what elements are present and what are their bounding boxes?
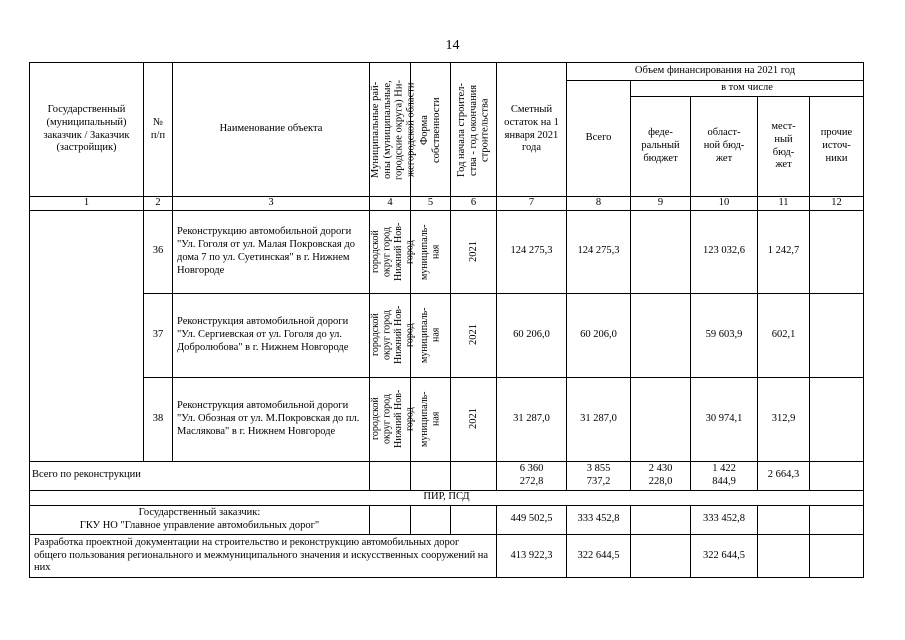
table-row bbox=[30, 293, 864, 377]
header-federal: феде- ральный бюджет bbox=[631, 97, 691, 197]
total-balance: 6 360 272,8 bbox=[497, 461, 567, 490]
header-num: № п/п bbox=[144, 63, 173, 197]
empty-cell bbox=[451, 505, 497, 534]
empty-cell bbox=[370, 505, 411, 534]
financing-table bbox=[29, 62, 864, 578]
row-year: 2021 bbox=[451, 210, 497, 293]
empty-cell bbox=[631, 534, 691, 577]
customer-balance: 449 502,5 bbox=[497, 505, 567, 534]
header-other: прочие источ- ники bbox=[810, 97, 864, 197]
header-balance: Сметный остаток на 1 января 2021 года bbox=[497, 63, 567, 197]
row-other bbox=[810, 210, 864, 293]
column-number: 12 bbox=[810, 197, 864, 211]
row-num: 38 bbox=[144, 377, 173, 461]
row-local: 602,1 bbox=[758, 293, 810, 377]
empty-cell bbox=[411, 505, 451, 534]
empty-cell bbox=[810, 505, 864, 534]
object-name: Реконструкция автомобильной дороги "Ул. Сергиевская от ул. Гоголя до ул. Добролюбова" в г. Нижнем Новгороде bbox=[173, 293, 370, 377]
reconstruction-total-label: Всего по реконструкции bbox=[30, 461, 370, 490]
column-number: 2 bbox=[144, 197, 173, 211]
table-row bbox=[30, 210, 864, 293]
row-num: 37 bbox=[144, 293, 173, 377]
empty-cell bbox=[758, 534, 810, 577]
header-funding-group: Объем финансирования на 2021 год bbox=[567, 63, 864, 81]
header-object-name: Наименование объекта bbox=[173, 63, 370, 197]
column-number: 7 bbox=[497, 197, 567, 211]
column-number: 1 bbox=[30, 197, 144, 211]
column-number: 10 bbox=[691, 197, 758, 211]
row-other bbox=[810, 293, 864, 377]
object-name: Реконструкцию автомобильной дороги "Ул. Гоголя от ул. Малая Покровская до дома 7 по ул. Суетинская" в г. Нижнем Новгороде bbox=[173, 210, 370, 293]
empty-cell bbox=[411, 461, 451, 490]
total-regional: 1 422 844,9 bbox=[691, 461, 758, 490]
total-federal: 2 430 228,0 bbox=[631, 461, 691, 490]
total-total: 3 855 737,2 bbox=[567, 461, 631, 490]
header-regional: област- ной бюд- жет bbox=[691, 97, 758, 197]
header-local: мест- ный бюд- жет bbox=[758, 97, 810, 197]
design-regional: 322 644,5 bbox=[691, 534, 758, 577]
row-ownership: муниципаль- ная bbox=[411, 210, 451, 293]
empty-cell bbox=[451, 461, 497, 490]
row-regional: 123 032,6 bbox=[691, 210, 758, 293]
row-ownership: муниципаль- ная bbox=[411, 377, 451, 461]
page-number: 14 bbox=[445, 38, 460, 53]
column-number: 5 bbox=[411, 197, 451, 211]
row-balance: 60 206,0 bbox=[497, 293, 567, 377]
empty-cell bbox=[631, 505, 691, 534]
column-number: 3 bbox=[173, 197, 370, 211]
header-row-1 bbox=[30, 63, 864, 81]
column-number: 6 bbox=[451, 197, 497, 211]
total-local: 2 664,3 bbox=[758, 461, 810, 490]
row-local: 312,9 bbox=[758, 377, 810, 461]
row-local: 1 242,7 bbox=[758, 210, 810, 293]
empty-cell bbox=[758, 505, 810, 534]
empty-cell bbox=[810, 534, 864, 577]
header-customer: Государственный (муниципальный) заказчик / Заказчик (застройщик) bbox=[30, 63, 144, 197]
header-district: Муниципальные рай- оны (муниципальные, городские округа) Ни- жегородской области bbox=[370, 63, 411, 197]
row-total: 60 206,0 bbox=[567, 293, 631, 377]
column-number: 4 bbox=[370, 197, 411, 211]
section-row bbox=[30, 490, 864, 505]
row-federal bbox=[631, 293, 691, 377]
reconstruction-total-row bbox=[30, 461, 864, 490]
design-total: 322 644,5 bbox=[567, 534, 631, 577]
customer-cell-empty bbox=[30, 210, 144, 461]
row-ownership: муниципаль- ная bbox=[411, 293, 451, 377]
customer-label: Государственный заказчик: ГКУ НО "Главное управление автомобильных дорог" bbox=[30, 505, 370, 534]
row-other bbox=[810, 377, 864, 461]
row-num: 36 bbox=[144, 210, 173, 293]
column-number: 9 bbox=[631, 197, 691, 211]
row-district: городской округ город Нижний Нов- город bbox=[370, 293, 411, 377]
empty-cell bbox=[370, 461, 411, 490]
column-number: 8 bbox=[567, 197, 631, 211]
header-ownership: Форма собственности bbox=[411, 63, 451, 197]
row-balance: 124 275,3 bbox=[497, 210, 567, 293]
column-number: 11 bbox=[758, 197, 810, 211]
section-pir-title: ПИР, ПСД bbox=[30, 490, 864, 505]
table-row bbox=[30, 377, 864, 461]
customer-row bbox=[30, 505, 864, 534]
row-regional: 59 603,9 bbox=[691, 293, 758, 377]
row-balance: 31 287,0 bbox=[497, 377, 567, 461]
row-regional: 30 974,1 bbox=[691, 377, 758, 461]
design-balance: 413 922,3 bbox=[497, 534, 567, 577]
row-total: 31 287,0 bbox=[567, 377, 631, 461]
row-federal bbox=[631, 210, 691, 293]
column-numbers-row bbox=[30, 197, 864, 211]
design-row bbox=[30, 534, 864, 577]
row-year: 2021 bbox=[451, 377, 497, 461]
row-district: городской округ город Нижний Нов- город bbox=[370, 377, 411, 461]
row-federal bbox=[631, 377, 691, 461]
object-name: Реконструкция автомобильной дороги "Ул. Обозная от ул. М.Покровская до пл. Маслякова" в г. Нижнем Новгороде bbox=[173, 377, 370, 461]
header-including: в том числе bbox=[631, 81, 864, 97]
row-total: 124 275,3 bbox=[567, 210, 631, 293]
row-district: городской округ город Нижний Нов- город bbox=[370, 210, 411, 293]
row-year: 2021 bbox=[451, 293, 497, 377]
header-total: Всего bbox=[567, 81, 631, 197]
design-label: Разработка проектной документации на строительство и реконструкцию автомобильных дорог общего пользования регионального и межмуниципального значения и искусственных сооружений на них bbox=[30, 534, 497, 577]
customer-regional: 333 452,8 bbox=[691, 505, 758, 534]
header-years: Год начала строител- ства - год окончания строительства bbox=[451, 63, 497, 197]
customer-total: 333 452,8 bbox=[567, 505, 631, 534]
empty-cell bbox=[810, 461, 864, 490]
